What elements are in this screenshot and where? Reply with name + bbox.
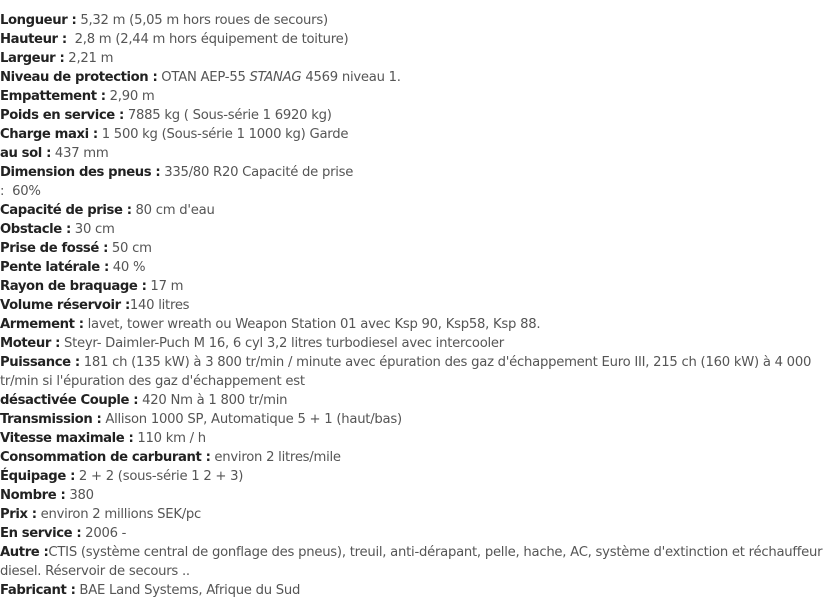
spec-label: Dimension des pneus : [0, 165, 161, 180]
spec-value: Allison 1000 SP, Automatique 5 + 1 (haut/bas) [101, 412, 402, 427]
spec-value: BAE Land Systems, Afrique du Sud [75, 583, 301, 598]
spec-value: 181 ch (135 kW) à 3 800 tr/min / minute avec épuration des gaz d'échappement Euro III, 215 ch (160 kW) à 4 000 tr/min si l'épuration des gaz d'échappement est [0, 355, 812, 389]
spec-value-italic: STANAG [249, 70, 302, 85]
spec-label: Consommation de carburant : [0, 450, 211, 465]
spec-label: En service : [0, 526, 82, 541]
spec-label: Largeur : [0, 51, 65, 66]
spec-line-vitesse [0, 429, 825, 448]
spec-line-prise-fosse [0, 239, 825, 258]
spec-line-consommation [0, 448, 825, 467]
spec-line-charge-maxi [0, 125, 825, 144]
spec-label: Charge maxi : [0, 127, 98, 142]
spec-list [0, 11, 825, 600]
spec-label: Niveau de protection : [0, 70, 158, 85]
spec-line-transmission [0, 410, 825, 429]
spec-label: Longueur : [0, 13, 77, 28]
spec-label: Vitesse maximale : [0, 431, 134, 446]
spec-value: 140 litres [129, 298, 190, 313]
spec-label: Moteur : [0, 336, 60, 351]
spec-value: CTIS (système central de gonflage des pneus), treuil, anti-dérapant, pelle, hache, AC, système d'extinction et réchauffeur diesel. Réservoir de secours .. [0, 545, 823, 579]
spec-value: environ 2 litres/mile [210, 450, 341, 465]
spec-line-dimension-pneus [0, 163, 825, 182]
spec-label: Équipage : [0, 469, 75, 484]
spec-line-equipage [0, 467, 825, 486]
spec-value: : 60% [0, 184, 41, 199]
spec-value: 420 Nm à 1 800 tr/min [138, 393, 288, 408]
spec-value: Steyr- Daimler-Puch M 16, 6 cyl 3,2 litres turbodiesel avec intercooler [60, 336, 504, 351]
spec-line-longueur [0, 11, 825, 30]
spec-line-obstacle [0, 220, 825, 239]
spec-line-largeur [0, 49, 825, 68]
spec-value: 30 cm [70, 222, 115, 237]
spec-label: Transmission : [0, 412, 102, 427]
spec-line-capacite-prise [0, 201, 825, 220]
spec-value: lavet, tower wreath ou Weapon Station 01 avec Ksp 90, Ksp58, Ksp 88. [83, 317, 541, 332]
spec-line-niveau-protection [0, 68, 825, 87]
spec-line-volume-reservoir [0, 296, 825, 315]
spec-label: Capacité de prise : [0, 203, 132, 218]
spec-value: 80 cm d'eau [131, 203, 215, 218]
spec-line-nombre [0, 486, 825, 505]
spec-value: 40 % [108, 260, 146, 275]
spec-label: Prise de fossé : [0, 241, 108, 256]
spec-label: Autre : [0, 545, 49, 560]
spec-label: Empattement : [0, 89, 106, 104]
spec-label: Hauteur : [0, 32, 67, 47]
spec-value: 2,8 m (2,44 m hors équipement de toiture) [66, 32, 349, 47]
spec-line-en-service [0, 524, 825, 543]
spec-line-pente [0, 182, 825, 201]
spec-line-moteur [0, 334, 825, 353]
spec-line-couple [0, 391, 825, 410]
spec-label: Poids en service : [0, 108, 124, 123]
spec-line-armement [0, 315, 825, 334]
spec-label: Rayon de braquage : [0, 279, 147, 294]
spec-value: 7885 kg ( Sous-série 1 6920 kg) [123, 108, 332, 123]
spec-value: 2006 - [81, 526, 127, 541]
spec-label: désactivée Couple : [0, 393, 139, 408]
spec-line-fabricant [0, 581, 825, 600]
spec-label: au sol : [0, 146, 51, 161]
spec-value: 335/80 R20 Capacité de prise [160, 165, 354, 180]
spec-label: Fabricant : [0, 583, 76, 598]
spec-value: 5,32 m (5,05 m hors roues de secours) [76, 13, 328, 28]
spec-line-poids [0, 106, 825, 125]
spec-value: 50 cm [107, 241, 152, 256]
spec-label: Armement : [0, 317, 84, 332]
spec-value: 2 + 2 (sous-série 1 2 + 3) [74, 469, 244, 484]
spec-line-puissance [0, 353, 825, 391]
spec-label: Obstacle : [0, 222, 71, 237]
spec-label: Puissance : [0, 355, 80, 370]
spec-value: 1 500 kg (Sous-série 1 1000 kg) Garde [97, 127, 349, 142]
spec-value: 110 km / h [133, 431, 206, 446]
spec-line-prix [0, 505, 825, 524]
spec-value: 2,21 m [64, 51, 114, 66]
spec-label: Nombre : [0, 488, 66, 503]
spec-value: environ 2 millions SEK/pc [36, 507, 202, 522]
spec-line-autre [0, 543, 825, 581]
spec-line-pente-laterale [0, 258, 825, 277]
spec-label: Pente latérale : [0, 260, 109, 275]
spec-value: 437 mm [50, 146, 109, 161]
spec-value: 2,90 m [105, 89, 155, 104]
spec-line-hauteur [0, 30, 825, 49]
spec-value: 380 [65, 488, 94, 503]
spec-label: Volume réservoir : [0, 298, 130, 313]
spec-label: Prix : [0, 507, 37, 522]
spec-value: 17 m [146, 279, 184, 294]
spec-line-empattement [0, 87, 825, 106]
spec-line-garde-au-sol [0, 144, 825, 163]
spec-value: OTAN AEP-55 [157, 70, 250, 85]
spec-value: 4569 niveau 1. [301, 70, 401, 85]
spec-line-rayon-braquage [0, 277, 825, 296]
